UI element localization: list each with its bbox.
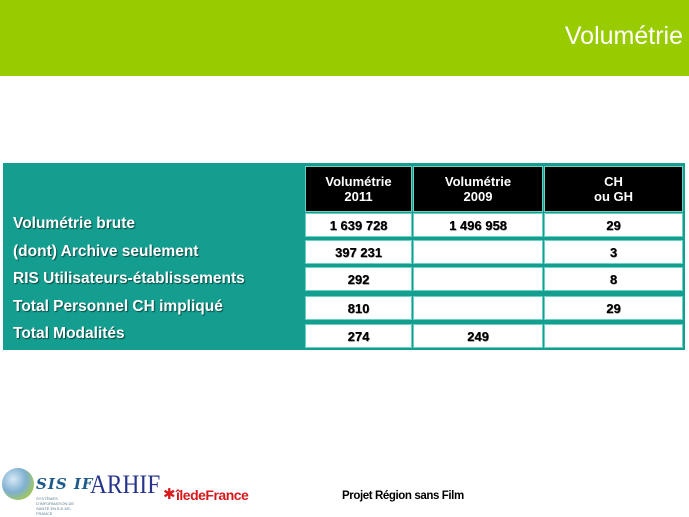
table-cell xyxy=(413,240,543,264)
ile-de-france-logo: îledeFrance xyxy=(176,487,249,503)
table-cell: 274 xyxy=(305,324,412,348)
table-cell xyxy=(413,296,543,320)
globe-icon xyxy=(2,468,34,500)
table-cell: 8 xyxy=(544,267,683,291)
row-label: (dont) Archive seulement xyxy=(13,242,199,260)
column-header-volumetrie-2011 xyxy=(305,166,412,212)
table-cell: 1 639 728 xyxy=(305,213,412,237)
table-cell xyxy=(544,324,683,348)
table-cell: 292 xyxy=(305,267,412,291)
column-header-label: Volumétrie 2009 xyxy=(444,174,512,204)
footer-logos xyxy=(0,460,260,516)
column-header-volumetrie-2009 xyxy=(413,166,543,212)
table-cell xyxy=(413,267,543,291)
column-header-label: Volumétrie 2011 xyxy=(325,174,392,204)
star-icon: ✱ xyxy=(163,486,176,503)
table-cell: 3 xyxy=(544,240,683,264)
row-label: Volumétrie brute xyxy=(13,215,136,232)
table-cell: 249 xyxy=(413,324,543,348)
slide-title: Volumétrie xyxy=(564,22,683,50)
header-bar xyxy=(0,0,689,76)
volumetry-table xyxy=(3,163,685,350)
table-cell: 397 231 xyxy=(305,240,412,264)
column-header-label: CH ou GH xyxy=(594,174,633,204)
sisif-logo-subtitle: SYSTÈMES D'INFORMATION DE SANTÉ EN ÎLE-DE-FRANCE xyxy=(36,496,75,516)
table-cell: 1 496 958 xyxy=(413,213,543,237)
row-labels xyxy=(13,215,245,353)
row-label: Total Personnel CH impliqué xyxy=(13,297,223,315)
row-label: RIS Utilisateurs-établissements xyxy=(13,270,245,287)
arhif-logo: ARHIF xyxy=(90,470,161,499)
row-label: Total Modalités xyxy=(13,325,125,342)
table-cell: 29 xyxy=(544,296,683,320)
table-cell: 29 xyxy=(544,213,683,237)
sisif-logo: SIS IF xyxy=(36,475,94,493)
table-cell: 810 xyxy=(305,296,412,320)
footer-project-name: Projet Région sans Film xyxy=(342,490,464,502)
column-header-ch-ou-gh xyxy=(544,166,683,212)
